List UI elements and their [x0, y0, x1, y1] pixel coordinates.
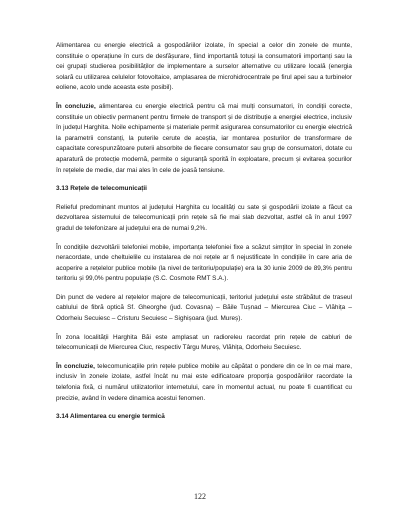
paragraph-mobile: În condițiile dezvoltării telefoniei mobile, importanța telefoniei fixe a scăzut simțitor în special în zonele neracordate, unde cheltuielile cu instalarea de noi rețele ar fi nejustificate în condițiile în care aria de acoperire a rețelelor publice mobile (la nivel de teritoriu/populație) era la 30 iunie 2009 de 89,3% pentru teritoriu și 99,0% pentru populație (S.C. Cosmote RMT S.A.).	[56, 243, 352, 283]
conclusion-text: telecomunicațiile prin rețele publice mobile au căpătat o pondere din ce în ce mai mare, inclusiv în zonele izolate, astfel încât nu mai este edificatoare proporția gospodăriilor racordate la telefonia fixă, ci numărul utilizatorilor internetului, care în momentul actual, nu poate fi cuantificat cu precizie, având în vedere dinamica acestui fenomen.	[56, 362, 352, 402]
conclusion-lead: În concluzie,	[56, 362, 95, 370]
conclusion-lead: În concluzie,	[56, 102, 96, 110]
paragraph-energy-isolated: Alimentarea cu energie electrică a gospodăriilor izolate, în special a celor din zonele de munte, constituie o operațiune în curs de desfășurare, fiind importantă totuși la consumatorii importanți sau la cei grupați studierea posibilităților de implementare a surselor alternative cu utilizare locală (energia solară cu utilizarea celulelor fotovoltaice, amplasarea de microhidrocentrale pe firul apei sau a turbinelor eoliene, acolo unde aceasta este posibil).	[56, 42, 352, 92]
paragraph-telecom-conclusion	[56, 362, 352, 404]
section-heading-thermal: 3.14 Alimentarea cu energie termică	[56, 413, 165, 421]
paragraph-energy-conclusion	[56, 102, 352, 176]
section-heading-telecom: 3.13 Rețele de telecomunicații	[56, 185, 147, 193]
page-number: 122	[194, 492, 206, 501]
paragraph-fiber-network: Din punct de vedere al rețelelor majore de telecomunicații, teritoriul județului este străbătut de traseul cablului de fibră optică Sf. Gheorghe (jud. Covasna) – Băile Tușnad – Miercurea Ciuc – Vlăhița – Odorheiu Secuiesc – Cristuru Secuiesc – Sighișoara (jud. Mureș).	[56, 293, 352, 323]
paragraph-relief: Relieful predominant muntos al județului Harghita cu localități cu sate și gospodării izolate a făcut ca dezvoltarea sistemului de telecomunicații prin rețele să fie mai slab dezvoltat, astfel că în anul 1997 gradul de telefonizare al județului era de numai 9,2%.	[56, 203, 352, 232]
conclusion-text: alimentarea cu energie electrică pentru că mai mulți consumatori, în condiții corecte, constituie un obiectiv permanent pentru firmele de transport și de distribuție a energiei electrice, inclusiv în județul Harghita. Noile echipamente și materiale permit asigurarea consumatorilor cu energie electrică la parametrii constanți, la puterile cerute de aceștia, iar montarea posturilor de transformare de capacitate corespunzătoare puterii absorbite de fiecare consumator sau grup de consumatori, dotate cu aparatură de protecție modernă, permite o siguranță sporită în exploatare, precum și evitarea șocurilor în rețelele de medie, dar mai ales în cele de joasă tensiune.	[56, 102, 352, 174]
page-content	[56, 41, 352, 431]
paragraph-radio-relay: În zona localității Harghita Băi este amplasat un radioreleu racordat prin rețele de cabluri de telecomunicații de Miercurea Ciuc, respectiv Târgu Mureș, Vlăhița, Odorheiu Secuiesc.	[56, 333, 352, 352]
